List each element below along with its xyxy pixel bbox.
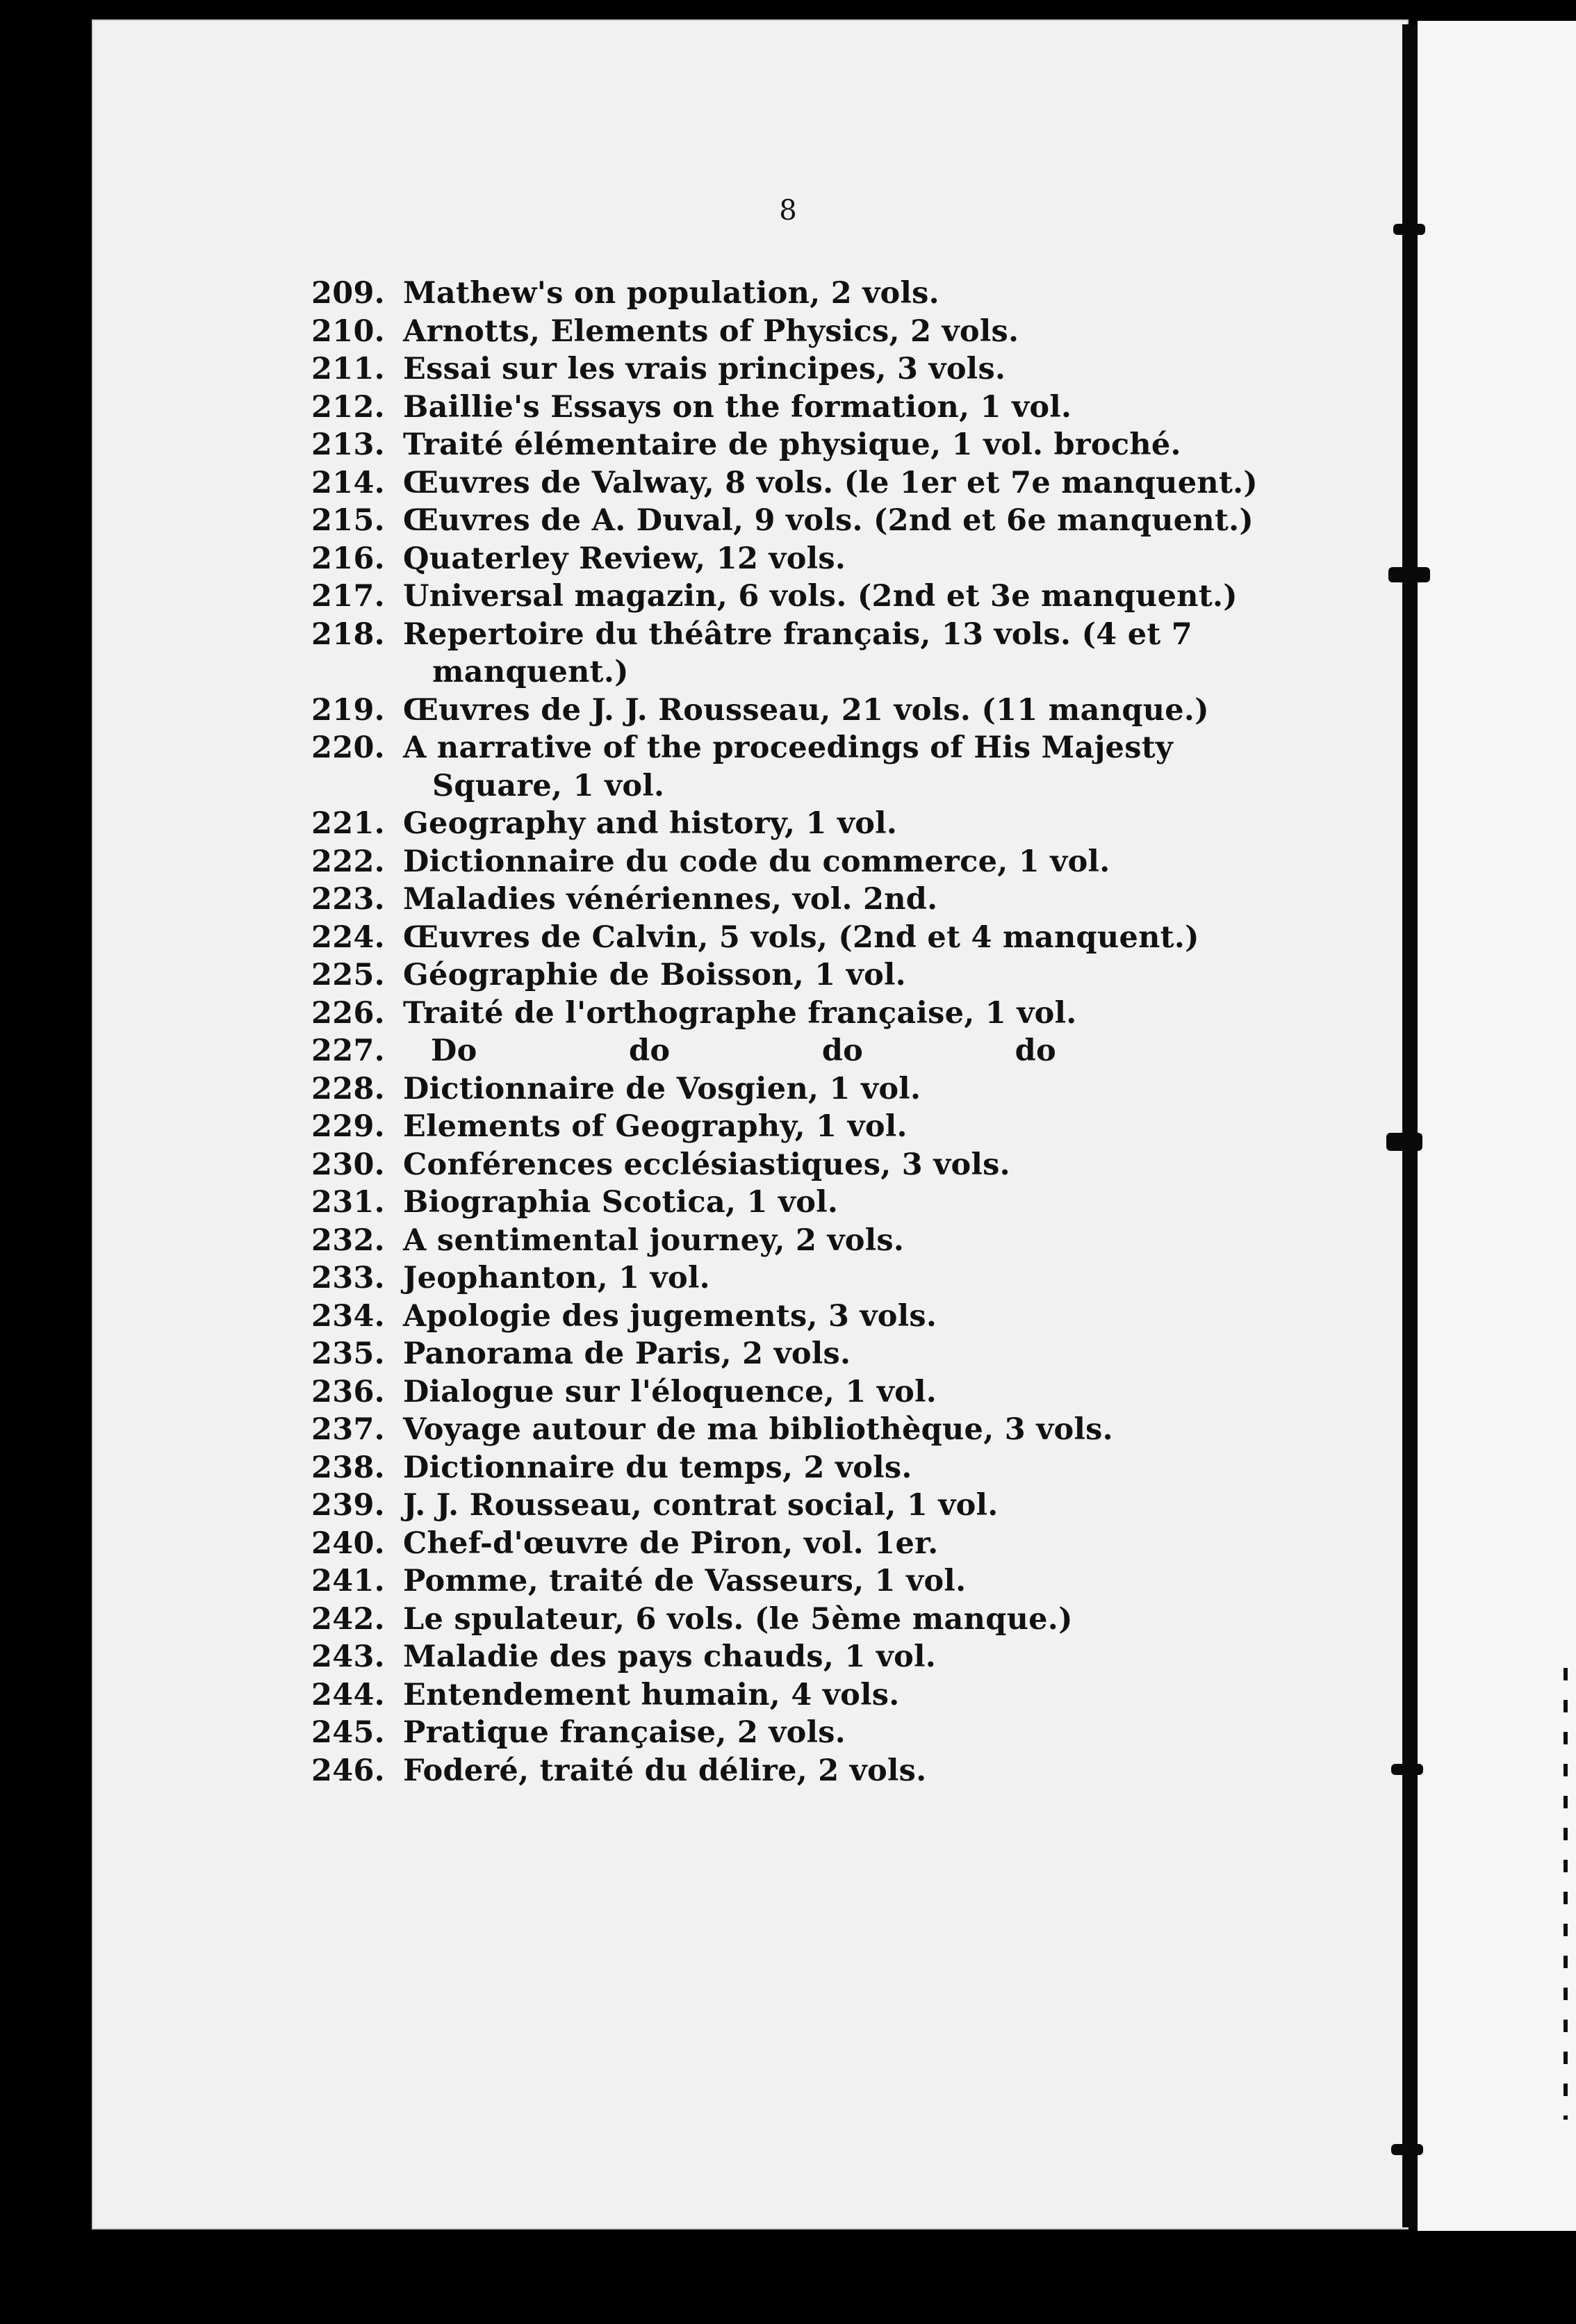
entry-text xyxy=(403,540,1263,578)
entry-text xyxy=(403,1222,1263,1260)
entry-text xyxy=(403,1752,1263,1790)
entry-number: 243. xyxy=(311,1639,385,1674)
entry-number: 242. xyxy=(311,1601,385,1637)
entry-text xyxy=(403,1601,1263,1639)
list-item xyxy=(311,313,1263,351)
entry-title: Quaterley Review, 12 vols. xyxy=(403,541,846,576)
entry-number: 226. xyxy=(311,995,385,1031)
entry-title: Conférences ecclésiastiques, 3 vols. xyxy=(403,1147,1010,1182)
entry-text xyxy=(403,1487,1263,1525)
list-item xyxy=(311,692,1263,730)
list-item xyxy=(311,1298,1263,1336)
entry-text xyxy=(403,1070,1263,1108)
entry-text xyxy=(403,502,1263,540)
list-item xyxy=(311,464,1263,502)
entry-number: 209. xyxy=(311,276,385,311)
list-item xyxy=(311,1638,1263,1676)
entry-title: Baillie's Essays on the formation, 1 vol. xyxy=(403,389,1072,425)
entry-text xyxy=(403,1146,1263,1184)
entry-number: 222. xyxy=(311,844,385,879)
entry-text xyxy=(403,805,1263,843)
entry-text xyxy=(403,1032,1263,1070)
list-item xyxy=(311,1676,1263,1715)
ditto-marks xyxy=(403,1032,1056,1070)
entry-number: 225. xyxy=(311,958,385,992)
entry-title: Dictionnaire du temps, 2 vols. xyxy=(403,1450,912,1485)
entry-number: 237. xyxy=(311,1412,385,1447)
binding-knot xyxy=(1388,567,1430,582)
entry-title: Geography and history, 1 vol. xyxy=(403,806,898,841)
list-item xyxy=(311,1525,1263,1563)
entry-number: 218. xyxy=(311,616,385,652)
entry-title: Chef-d'œuvre de Piron, vol. 1er. xyxy=(403,1525,939,1561)
entry-title: Mathew's on population, 2 vols. xyxy=(403,276,939,311)
list-item xyxy=(311,1449,1263,1487)
entry-number: 239. xyxy=(311,1488,385,1523)
entry-text xyxy=(403,729,1263,805)
entry-number: 245. xyxy=(311,1715,385,1750)
entry-text xyxy=(403,1335,1263,1373)
entry-title: Entendement humain, 4 vols. xyxy=(403,1677,900,1712)
entry-number: 228. xyxy=(311,1071,385,1106)
entry-title: Biographia Scotica, 1 vol. xyxy=(403,1185,839,1220)
entry-title: Universal magazin, 6 vols. (2nd et 3e manquent.) xyxy=(403,579,1238,614)
margin-stitch-marks xyxy=(1563,1668,1568,2120)
list-item xyxy=(311,1752,1263,1790)
list-item xyxy=(311,1411,1263,1449)
list-item xyxy=(311,1032,1263,1070)
list-item xyxy=(311,1714,1263,1752)
entry-number: 213. xyxy=(311,427,385,462)
entry-list xyxy=(311,275,1263,1790)
entry-text xyxy=(403,995,1263,1033)
entry-text xyxy=(403,843,1263,881)
entry-title: Apologie des jugements, 3 vols. xyxy=(403,1298,937,1334)
entry-number: 220. xyxy=(311,730,385,765)
entry-continuation: manquent.) xyxy=(432,655,629,689)
entry-number: 215. xyxy=(311,503,385,538)
entry-title: Repertoire du théâtre français, 13 vols. (4 et 7 xyxy=(403,616,1193,652)
entry-number: 232. xyxy=(311,1222,385,1258)
entry-title: Panorama de Paris, 2 vols. xyxy=(403,1336,851,1371)
list-item xyxy=(311,1184,1263,1222)
list-item xyxy=(311,995,1263,1033)
entry-title: Elements of Geography, 1 vol. xyxy=(403,1109,908,1144)
list-item xyxy=(311,540,1263,578)
entry-text xyxy=(403,1676,1263,1715)
page-number: 8 xyxy=(779,195,797,227)
binding-knot xyxy=(1391,1764,1423,1775)
entry-number: 223. xyxy=(311,882,385,917)
ditto-mark: do xyxy=(821,1033,864,1068)
entry-text xyxy=(403,919,1263,957)
entry-number: 238. xyxy=(311,1450,385,1485)
list-item xyxy=(311,1259,1263,1298)
entry-title: Œuvres de A. Duval, 9 vols. (2nd et 6e manquent.) xyxy=(403,503,1254,538)
entry-number: 233. xyxy=(311,1261,385,1295)
entry-title: Foderé, traité du délire, 2 vols. xyxy=(403,1753,927,1788)
list-item xyxy=(311,1487,1263,1525)
ditto-mark: do xyxy=(629,1033,671,1068)
entry-number: 210. xyxy=(311,313,385,349)
entry-title: Géographie de Boisson, 1 vol. xyxy=(403,958,906,992)
entry-text xyxy=(403,464,1263,502)
entry-text xyxy=(403,1184,1263,1222)
entry-text xyxy=(403,1298,1263,1336)
list-item xyxy=(311,1108,1263,1146)
entry-number: 230. xyxy=(311,1147,385,1182)
list-item xyxy=(311,426,1263,464)
entry-title: Essai sur les vrais principes, 3 vols. xyxy=(403,352,1006,386)
list-item xyxy=(311,1562,1263,1601)
entry-text xyxy=(403,388,1263,427)
entry-number: 227. xyxy=(311,1033,385,1068)
entry-number: 219. xyxy=(311,692,385,728)
entry-number: 212. xyxy=(311,389,385,425)
entry-text xyxy=(403,350,1263,388)
entry-text xyxy=(403,313,1263,351)
entry-text xyxy=(403,426,1263,464)
entry-number: 235. xyxy=(311,1336,385,1371)
list-item xyxy=(311,956,1263,995)
entry-title: Traité élémentaire de physique, 1 vol. broché. xyxy=(403,427,1181,462)
entry-title: Dictionnaire du code du commerce, 1 vol. xyxy=(403,844,1110,879)
entry-text xyxy=(403,881,1263,919)
entry-text xyxy=(403,1373,1263,1411)
list-item xyxy=(311,1601,1263,1639)
entry-text xyxy=(403,616,1263,692)
list-item xyxy=(311,578,1263,616)
entry-number: 221. xyxy=(311,806,385,841)
entry-text xyxy=(403,1411,1263,1449)
entry-text xyxy=(403,1714,1263,1752)
entry-text xyxy=(403,1259,1263,1298)
entry-number: 241. xyxy=(311,1564,385,1598)
entry-number: 229. xyxy=(311,1109,385,1144)
list-item xyxy=(311,843,1263,881)
entry-number: 224. xyxy=(311,919,385,955)
entry-title: J. J. Rousseau, contrat social, 1 vol. xyxy=(403,1488,999,1523)
binding-thread xyxy=(1402,24,1418,2227)
list-item xyxy=(311,1373,1263,1411)
entry-title: Pratique française, 2 vols. xyxy=(403,1715,846,1750)
entry-number: 211. xyxy=(311,352,385,386)
entry-text xyxy=(403,1449,1263,1487)
entry-number: 214. xyxy=(311,465,385,500)
entry-number: 236. xyxy=(311,1374,385,1409)
entry-title: Jeophanton, 1 vol. xyxy=(403,1261,710,1295)
entry-title: Maladie des pays chauds, 1 vol. xyxy=(403,1639,937,1674)
entry-text xyxy=(403,275,1263,313)
entry-number: 244. xyxy=(311,1677,385,1712)
binding-knot xyxy=(1386,1133,1422,1151)
entry-title: Maladies vénériennes, vol. 2nd. xyxy=(403,882,938,917)
entry-number: 216. xyxy=(311,541,385,576)
entry-title: Le spulateur, 6 vols. (le 5ème manque.) xyxy=(403,1601,1073,1637)
list-item xyxy=(311,388,1263,427)
list-item xyxy=(311,729,1263,805)
entry-title: Œuvres de J. J. Rousseau, 21 vols. (11 manque.) xyxy=(403,692,1209,728)
list-item xyxy=(311,275,1263,313)
entry-text xyxy=(403,1562,1263,1601)
list-item xyxy=(311,350,1263,388)
entry-number: 217. xyxy=(311,579,385,614)
entry-title: Dictionnaire de Vosgien, 1 vol. xyxy=(403,1071,921,1106)
entry-title: Pomme, traité de Vasseurs, 1 vol. xyxy=(403,1564,967,1598)
entry-text xyxy=(403,692,1263,730)
entry-text xyxy=(403,578,1263,616)
list-item xyxy=(311,805,1263,843)
entry-number: 234. xyxy=(311,1298,385,1334)
entry-text xyxy=(403,1525,1263,1563)
list-item xyxy=(311,881,1263,919)
list-item xyxy=(311,1222,1263,1260)
list-item xyxy=(311,502,1263,540)
entry-title: Voyage autour de ma bibliothèque, 3 vols. xyxy=(403,1412,1113,1447)
list-item xyxy=(311,919,1263,957)
ditto-mark: Do xyxy=(431,1033,477,1068)
list-item xyxy=(311,1070,1263,1108)
entry-text xyxy=(403,1638,1263,1676)
entry-title: A sentimental journey, 2 vols. xyxy=(403,1222,905,1258)
entry-number: 231. xyxy=(311,1185,385,1220)
entry-title: Arnotts, Elements of Physics, 2 vols. xyxy=(403,313,1019,349)
entry-number: 246. xyxy=(311,1753,385,1788)
entry-continuation: Square, 1 vol. xyxy=(432,768,665,803)
list-item xyxy=(311,1335,1263,1373)
entry-text xyxy=(403,1108,1263,1146)
entry-title: Œuvres de Valway, 8 vols. (le 1er et 7e manquent.) xyxy=(403,465,1258,500)
binding-knot xyxy=(1391,2144,1423,2155)
entry-title: Dialogue sur l'éloquence, 1 vol. xyxy=(403,1374,937,1409)
entry-title: A narrative of the proceedings of His Majesty xyxy=(403,730,1174,765)
entry-text xyxy=(403,956,1263,995)
entry-number: 240. xyxy=(311,1525,385,1561)
entry-title: Œuvres de Calvin, 5 vols, (2nd et 4 manquent.) xyxy=(403,919,1199,955)
entry-title: Traité de l'orthographe française, 1 vol. xyxy=(403,995,1077,1031)
list-item xyxy=(311,1146,1263,1184)
list-item xyxy=(311,616,1263,692)
ditto-mark: do xyxy=(1015,1033,1056,1068)
adjacent-page-edge xyxy=(1418,21,1576,2231)
